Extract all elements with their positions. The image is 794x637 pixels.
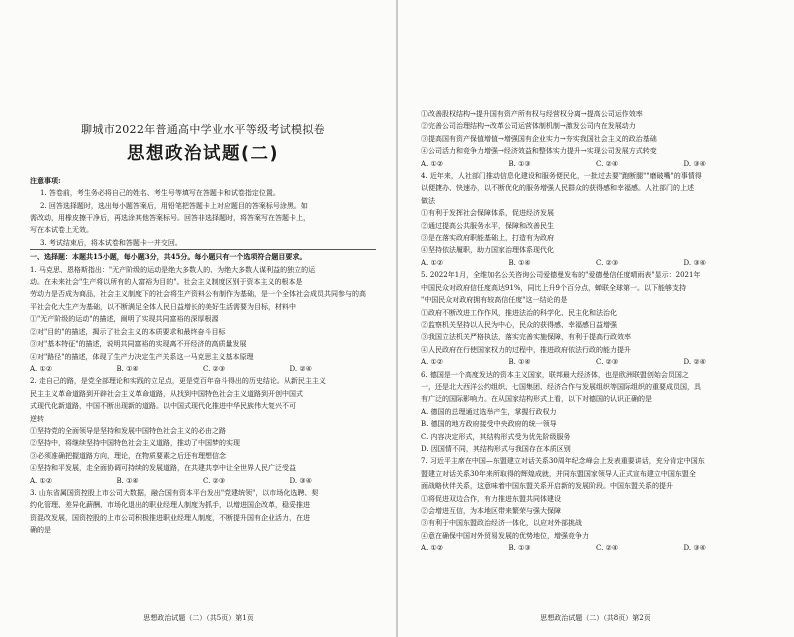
question-line: 中国民众对政府信任度高达91%，同比上升9个百分点，蝉联全球第一。以下能够支持 <box>421 283 687 292</box>
notice-line: 3. 考试结束后，将本试卷和答题卡一并交回。 <box>40 238 182 247</box>
question-line: 6. 德国是一个高度发达的资本主义国家，联邦最大经济体，也是欧洲联盟创始会员国之 <box>421 370 689 379</box>
question-line: 约化管理、差异化薪酬、市场化退出的职业经理人制度为抓手，以增进国企改革，稳妥推进 <box>30 501 310 510</box>
exam-subject-title: 思想政治试题(二) <box>127 144 279 165</box>
notice-line: 1. 答卷前，考生务必将自己的姓名、考生号等填写在答题卡和试卷指定位置。 <box>40 189 280 198</box>
question-line: 3. 山东省属国资控股上市公司大数据，融合国有资本平台发出"党建统领"，以市场化选聘、契 <box>30 488 319 497</box>
question-line: ③对"基本特征"的描述，说明共同富裕的实现离不开经济的高质量发展 <box>30 340 247 349</box>
choice-statement: ③提高国有资产保值增值→增强国有企业实力→夯实我国社会主义的政治基础 <box>421 134 657 143</box>
question-line: 以便捷办、快速办，以不断优化的服务增强人民群众的获得感和幸福感。人社部门的上述 <box>421 184 694 193</box>
option-d: D. ③④ <box>683 159 706 168</box>
page-footer: 思想政治试题（二）（共5页）第1页 <box>143 614 254 622</box>
question-line: D. 因国情不同，其结构形式与我国存在本质区别 <box>421 444 571 453</box>
question-line: 有广泛的国际影响力。在从国家结构形式上看，以下对德国的认识正确的是 <box>421 395 652 404</box>
question-line: 2. 走自己的路，是党全部理论和实践的立足点，更是党百年奋斗得出的历史结论。从新民主主义 <box>30 377 326 386</box>
question-line: "中国民众对政府拥有较高信任度"这一结论的是 <box>421 296 568 305</box>
option-b: B. ①③ <box>508 159 531 168</box>
question-line: 一，还是北大西洋公约组织、七国集团、经济合作与发展组织等国际组织的重要成员国，具 <box>421 382 701 391</box>
question-line: 动。在未来社会"生产将以所有的人富裕为目的"。社会主义制度区别于资本主义的根本是 <box>30 278 303 287</box>
question-line: ④坚持依法履职，助力国家治理体系现代化 <box>421 246 554 255</box>
question-line: ②会增进互信，为本地区带来繁荣与强大保障 <box>421 507 561 515</box>
answer-options <box>421 158 771 170</box>
exam-page-right <box>397 0 794 637</box>
question-line: 确的是 <box>30 526 51 535</box>
option-b: B. ①④ <box>116 476 139 485</box>
option-a: A. ①② <box>30 364 53 373</box>
option-d: D. ③④ <box>289 476 312 485</box>
question-line: 做法 <box>421 196 435 205</box>
answer-options <box>421 356 771 368</box>
question-line: ②对"目的"的描述，揭示了社会主义的本质要求和最终奋斗目标 <box>30 327 226 336</box>
question-line: 盟建立对话关系30年来所取得的辉煌成就，并同东盟国家领导人正式宣布建立中国东盟全 <box>421 469 696 478</box>
question-line: ③必须准确把握道路方向，理论，在物质要素之后还有理想信念 <box>30 451 226 460</box>
notice-line: 需改动，用橡皮擦干净后，再选涂其他答案标号。回答非选择题时，将答案写在答题卡上， <box>30 214 310 223</box>
question-line: ④人民政府在行使国家权力的过程中，推进政府依法行政的能力提升 <box>421 345 631 354</box>
notice-line: 2. 回答选择题时，选出每小题答案后，用铅笔把答题卡上对应题目的答案标号涂黑。如 <box>40 201 308 210</box>
question-line: ②坚持中，将继续坚持中国特色社会主义道路，推动了中国梦的实现 <box>30 439 240 448</box>
option-a: A. ①② <box>421 159 444 168</box>
question-line: ①有利于发挥社会保障体系，促进经济发展 <box>421 209 554 218</box>
question-line: 7. 习近平主席在中国—东盟建立对话关系30周年纪念峰会上发表重要讲话，充分肯定中国东 <box>421 457 705 466</box>
question-line: 平社会化大生产为基础，以不断满足全体人民日益增长的美好生活需要为目标，材料中 <box>30 302 296 311</box>
question-line: ③有利于中国东盟政治经济一体化，以应对外部挑战 <box>421 519 582 528</box>
question-line: C. 内容决定形式，其结构形式受为优先阶级服务 <box>421 432 571 441</box>
notice-heading: 注意事项: <box>30 175 61 185</box>
question-line: B. 德国的地方政府接受中央政府的统一领导 <box>421 420 557 429</box>
question-line: ②监察机关坚持以人民为中心，民众的获得感、幸福感日益增强 <box>421 320 617 329</box>
option-c: C. ②④ <box>596 159 619 168</box>
option-b: B. ①④ <box>508 358 531 367</box>
option-c: C. ②③ <box>203 364 226 373</box>
question-line: 逆转 <box>30 414 44 423</box>
question-line: ④对"路径"的描述，体现了生产力决定生产关系这一马克思主义基本原理 <box>30 352 254 361</box>
question-line: ①将促进双边合作，有力推进东盟共同体建设 <box>421 494 561 503</box>
question-line: A. 德国的总理通过选举产生，掌握行政权力 <box>421 407 557 416</box>
option-d: D. ②④ <box>683 358 706 367</box>
question-line: 民主主义革命道路到开辟社会主义革命道路，从找到中国特色社会主义道路到开创中国式 <box>30 389 303 398</box>
option-a: A. ①② <box>30 476 53 485</box>
option-a: A. ①② <box>421 358 444 367</box>
answer-options <box>421 542 771 554</box>
option-b: B. ①④ <box>116 364 139 373</box>
option-d: D. ③④ <box>683 544 706 553</box>
answer-options <box>421 257 771 269</box>
question-line: 劳动力是否成为商品，社会主义制度下的社会将生产资料公有制作为基础，是一个全体社会成员共同参与的高 <box>30 290 366 299</box>
question-line: ①"无产阶级的运动"的描述，阐明了实现共同富裕的深厚根源 <box>30 315 219 324</box>
choice-statement: ④公司活力和竞争力增强→经济效益和整体实力提升→实现公司发展方式转变 <box>421 147 657 156</box>
answer-options <box>30 363 376 375</box>
option-c: C. ②④ <box>596 544 619 553</box>
question-line: 4. 近年来，人社部门推动信息化建设和服务便民化，一批过去要"跑断腿""磨破嘴"的事情得 <box>421 172 702 181</box>
option-b: B. ①③ <box>508 544 531 553</box>
option-a: A. ①② <box>421 544 444 553</box>
question-line: ①坚持党的全面领导是坚持和发展中国特色社会主义的必由之路 <box>30 426 226 435</box>
question-line: ③是在落实政府职能基础上，打造有为政府 <box>421 234 554 243</box>
question-line: ②通过提高公共服务水平，保障和改善民生 <box>421 221 554 230</box>
page-footer: 思想政治试题（二）（共8页）第2页 <box>540 614 651 622</box>
notice-line: 写在本试卷上无效。 <box>30 226 93 235</box>
option-c: C. ②③ <box>596 358 619 367</box>
question-line: ④意在确保中国对外贸易发展的优势地位，增强竞争力 <box>421 531 589 540</box>
question-line: 资混改发展，国资控股的上市公司积极推进职业经理人制度，不断提升国有企业活力，在进 <box>30 513 310 522</box>
question-line: ③我国立法机关严格执法，落实完善实施保障，有利于提高行政效率 <box>421 333 631 342</box>
exam-series-title: 聊城市2022年普通高中学业水平等级考试模拟卷 <box>81 123 325 136</box>
option-d: D. ②④ <box>289 364 312 373</box>
question-line: ④坚持和平发展，走全面协调可持续的发展道路，在共建共享中让全世界人民广泛受益 <box>30 464 296 473</box>
option-b: B. ①④ <box>508 258 531 267</box>
choice-statement: ②完善公司治理结构→改革公司运营体制机制→激发公司内在发展动力 <box>421 122 636 131</box>
option-d: D. ③④ <box>683 258 706 267</box>
option-c: C. ②③ <box>596 258 619 267</box>
section-heading: 一、选择题：本题共15小题，每小题3分，共45分。每小题只有一个选项符合题目要求。 <box>30 249 376 263</box>
answer-options <box>30 475 376 487</box>
choice-statement: ①改善股权结构→提升国有资产所有权与经营权分离→提高公司运作效率 <box>421 110 643 118</box>
left-column <box>30 52 376 537</box>
option-a: A. ①② <box>421 258 444 267</box>
question-line: ①政府不断改进工作作风，推进法治的科学化、民主化和法治化 <box>421 308 617 317</box>
question-line: 1. 马克思、恩格斯指出："无产阶级的运动是绝大多数人的、为绝大多数人谋利益的独立的运 <box>30 265 316 274</box>
right-column <box>421 108 771 555</box>
question-line: 面战略伙伴关系，这意味着中国东盟关系开启新的发展阶段。中国东盟关系的提升 <box>421 482 673 491</box>
question-line: 5. 2022年1月，全维加名公关咨询公司爱德曼发布的"爱德曼信任度晴雨表"显示：2021年 <box>421 271 701 280</box>
option-c: C. ②③ <box>203 476 226 485</box>
question-line: 式现代化新道路，中国不断出现新的道路。以中国式现代化推进中华民族伟大复兴不可 <box>30 402 296 411</box>
